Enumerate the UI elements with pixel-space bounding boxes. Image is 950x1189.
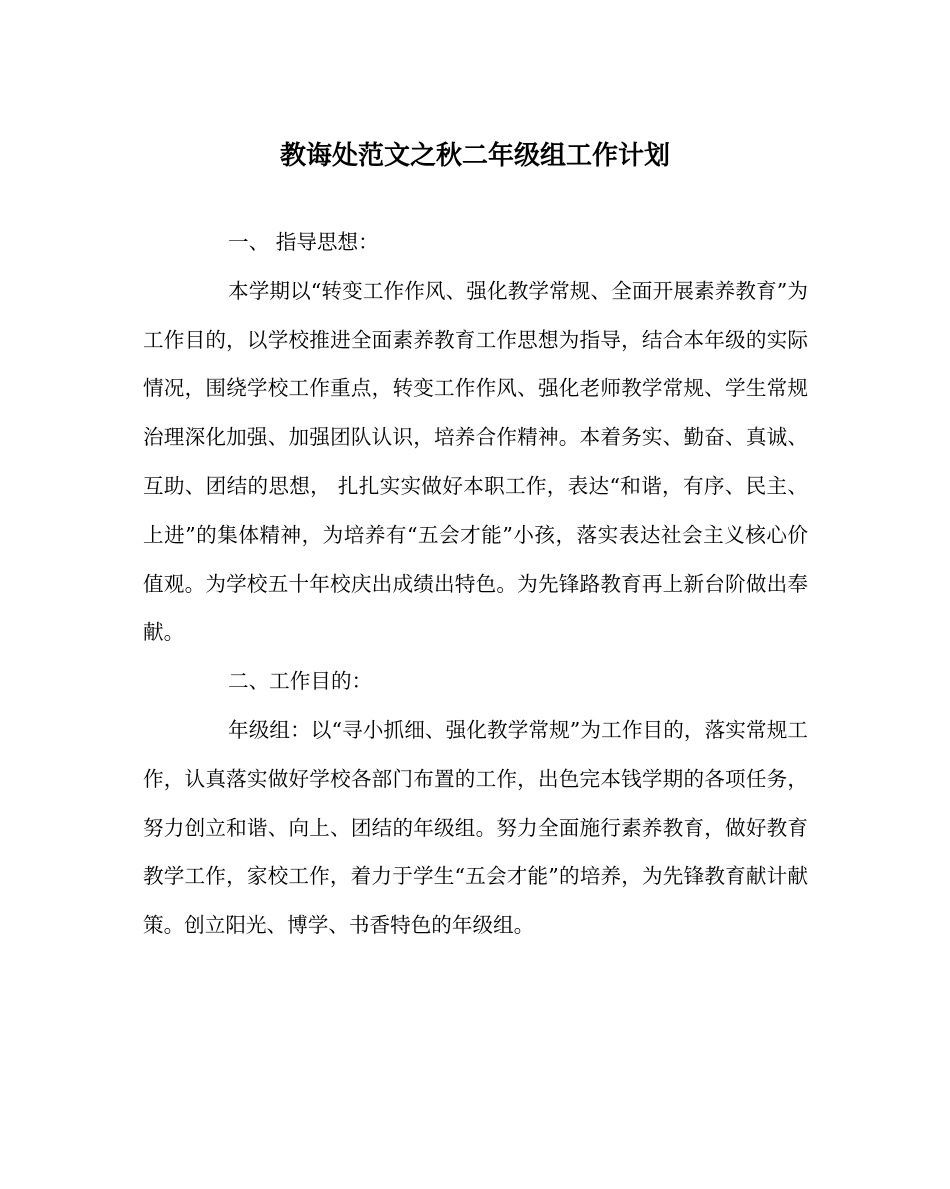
paragraph-guiding-ideology: 本学期以“转变工作作风、强化教学常规、全面开展素养教育”为工作目的，以学校推进全面素养教育工作思想为指导，结合本年级的实际情况，围绕学校工作重点，转变工作作风、强化老师教学常规、学生常规治理深化加强、加强团队认识，培养合作精神。本着务实、勤奋、真诚、互助、团结的思想， 扎扎实实做好本职工作，表达“和谐，有序、民主、上进”的集体精神，为培养有“五会才能”小孩，落实表达社会主义核心价值观。为学校五十年校庆出成绩出特色。为先锋路教育再上新台阶做出奉献。 (143, 278, 808, 645)
document-title: 教诲处范文之秋二年级组工作计划 (279, 141, 670, 171)
section-heading-guiding-ideology: 一、 指导思想： (228, 230, 379, 254)
document-body (143, 218, 808, 950)
section-heading-work-goals: 二、工作目的： (228, 669, 373, 694)
paragraph-work-goals: 年级组：以“寻小抓细、强化教学常规”为工作目的，落实常规工作，认真落实做好学校各部门布置的工作，出色完本钱学期的各项任务，努力创立和谐、向上、团结的年级组。努力全面施行素养教育，做好教育教学工作，家校工作，着力于学生“五会才能”的培养，为先锋教育献计献策。创立阳光、博学、书香特色的年级组。 (143, 717, 808, 938)
